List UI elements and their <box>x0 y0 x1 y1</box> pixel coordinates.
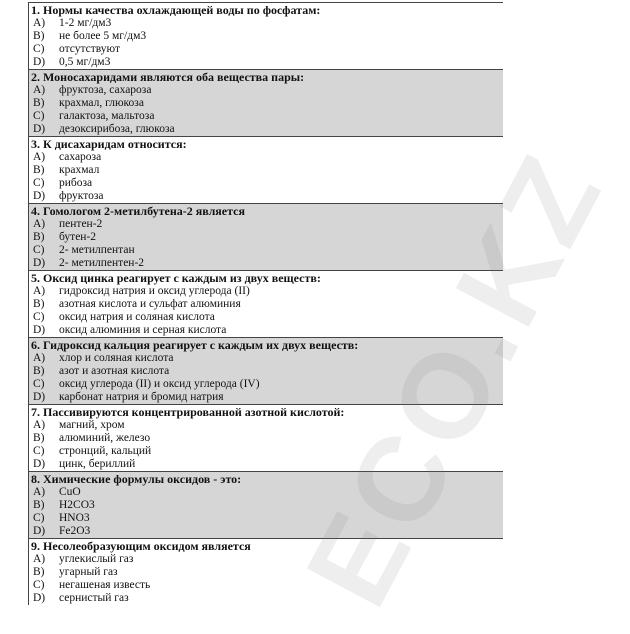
option-letter: B) <box>33 365 45 377</box>
option-letter: C) <box>33 43 45 55</box>
option-text: рибоза <box>59 177 93 189</box>
option-text: крахмал <box>59 164 100 176</box>
option-text: галактоза, мальтоза <box>59 110 155 122</box>
answer-option-c[interactable] <box>31 110 503 123</box>
option-text: азотная кислота и сульфат алюминия <box>59 298 241 310</box>
option-text: карбонат натрия и бромид натрия <box>59 391 224 403</box>
answer-option-a[interactable] <box>31 419 503 432</box>
answer-option-b[interactable] <box>31 432 503 445</box>
option-text: магний, хром <box>59 419 125 431</box>
option-text: 2- метилпентен-2 <box>59 257 145 269</box>
answer-option-b[interactable] <box>31 566 503 579</box>
answer-option-d[interactable] <box>31 458 503 471</box>
option-letter: A) <box>33 352 46 364</box>
answer-option-d[interactable] <box>31 56 503 69</box>
watermark-text: ECO.KZ <box>280 131 629 627</box>
answer-option-c[interactable] <box>31 445 503 458</box>
option-text: оксид натрия и соляная кислота <box>59 311 215 323</box>
option-text: оксид углерода (II) и оксид углерода (IV) <box>59 378 260 390</box>
option-letter: C) <box>33 445 45 457</box>
question-title: 3. К дисахаридам относится: <box>31 137 187 151</box>
question-3 <box>29 137 503 204</box>
option-letter: C) <box>33 110 45 122</box>
test-sheet <box>28 2 503 605</box>
option-text: CuO <box>59 486 81 498</box>
option-text: оксид алюминия и серная кислота <box>59 324 227 336</box>
option-text: 0,5 мг/дм3 <box>59 56 111 68</box>
option-text: фруктоза, сахароза <box>59 84 152 96</box>
answer-option-b[interactable] <box>31 499 503 512</box>
option-letter: A) <box>33 419 46 431</box>
option-letter: C) <box>33 177 45 189</box>
option-letter: A) <box>33 17 46 29</box>
answer-option-a[interactable] <box>31 553 503 566</box>
answer-option-c[interactable] <box>31 311 503 324</box>
question-title: 2. Моносахаридами являются оба вещества пары: <box>31 70 305 84</box>
option-letter: B) <box>33 97 45 109</box>
option-text: азот и азотная кислота <box>59 365 170 377</box>
option-text: углекислый газ <box>59 553 134 565</box>
answer-option-c[interactable] <box>31 244 503 257</box>
option-text: H2CO3 <box>59 499 95 511</box>
option-text: негашеная известь <box>59 579 151 591</box>
option-text: Fe2O3 <box>59 525 91 537</box>
answer-option-d[interactable] <box>31 391 503 404</box>
option-text: хлор и соляная кислота <box>59 352 174 364</box>
option-letter: A) <box>33 553 46 565</box>
option-letter: A) <box>33 218 46 230</box>
question-title: 9. Несолеобразующим оксидом является <box>31 539 251 553</box>
answer-option-a[interactable] <box>31 352 503 365</box>
option-letter: B) <box>33 231 45 243</box>
answer-option-b[interactable] <box>31 164 503 177</box>
answer-option-d[interactable] <box>31 190 503 203</box>
option-text: угарный газ <box>59 566 118 578</box>
answer-option-a[interactable] <box>31 17 503 30</box>
option-letter: D) <box>33 324 46 336</box>
question-2 <box>29 70 503 137</box>
answer-option-b[interactable] <box>31 231 503 244</box>
answer-option-a[interactable] <box>31 486 503 499</box>
answer-option-c[interactable] <box>31 43 503 56</box>
option-letter: B) <box>33 164 45 176</box>
option-text: 1-2 мг/дм3 <box>59 17 112 29</box>
answer-option-d[interactable] <box>31 123 503 136</box>
question-title: 4. Гомологом 2-метилбутена-2 является <box>31 204 245 218</box>
option-letter: C) <box>33 378 45 390</box>
question-6 <box>29 338 503 405</box>
option-letter: A) <box>33 285 46 297</box>
answer-option-b[interactable] <box>31 30 503 43</box>
answer-option-c[interactable] <box>31 579 503 592</box>
answer-option-c[interactable] <box>31 378 503 391</box>
option-text: отсутствуют <box>59 43 121 55</box>
option-letter: C) <box>33 512 45 524</box>
option-letter: A) <box>33 151 46 163</box>
answer-option-a[interactable] <box>31 218 503 231</box>
option-letter: D) <box>33 257 46 269</box>
question-7 <box>29 405 503 472</box>
option-text: HNO3 <box>59 512 90 524</box>
option-letter: D) <box>33 525 46 537</box>
option-text: цинк, бериллий <box>59 458 136 470</box>
question-title: 7. Пассивируются концентрированной азотной кислотой: <box>31 405 345 419</box>
question-1 <box>29 3 503 70</box>
option-text: бутен-2 <box>59 231 97 243</box>
option-letter: A) <box>33 84 46 96</box>
option-text: сернистый газ <box>59 592 129 604</box>
option-letter: A) <box>33 486 46 498</box>
option-text: гидроксид натрия и оксид углерода (II) <box>59 285 250 297</box>
option-letter: D) <box>33 123 46 135</box>
answer-option-c[interactable] <box>31 177 503 190</box>
option-letter: D) <box>33 56 46 68</box>
answer-option-d[interactable] <box>31 257 503 270</box>
answer-option-d[interactable] <box>31 525 503 538</box>
option-letter: B) <box>33 566 45 578</box>
option-text: фруктоза <box>59 190 104 202</box>
option-text: 2- метилпентан <box>59 244 135 256</box>
answer-option-a[interactable] <box>31 151 503 164</box>
question-4 <box>29 204 503 271</box>
option-letter: B) <box>33 298 45 310</box>
option-letter: D) <box>33 592 46 604</box>
option-letter: B) <box>33 499 45 511</box>
option-letter: D) <box>33 190 46 202</box>
option-text: не более 5 мг/дм3 <box>59 30 147 42</box>
question-5 <box>29 271 503 338</box>
answer-option-a[interactable] <box>31 84 503 97</box>
option-letter: D) <box>33 458 46 470</box>
option-letter: C) <box>33 579 45 591</box>
option-letter: B) <box>33 432 45 444</box>
option-text: алюминий, железо <box>59 432 151 444</box>
option-letter: C) <box>33 244 45 256</box>
answer-option-b[interactable] <box>31 298 503 311</box>
question-title: 5. Оксид цинка реагирует с каждым из двух веществ: <box>31 271 321 285</box>
answer-option-d[interactable] <box>31 592 503 605</box>
option-text: стронций, кальций <box>59 445 152 457</box>
option-letter: C) <box>33 311 45 323</box>
question-title: 6. Гидроксид кальция реагирует с каждым их двух веществ: <box>31 338 359 352</box>
question-8 <box>29 472 503 539</box>
option-letter: B) <box>33 30 45 42</box>
option-text: дезоксирибоза, глюкоза <box>59 123 175 135</box>
answer-option-b[interactable] <box>31 97 503 110</box>
question-9 <box>29 539 503 605</box>
answer-option-d[interactable] <box>31 324 503 337</box>
answer-option-c[interactable] <box>31 512 503 525</box>
answer-option-a[interactable] <box>31 285 503 298</box>
question-title: 8. Химические формулы оксидов - это: <box>31 472 242 486</box>
answer-option-b[interactable] <box>31 365 503 378</box>
option-text: крахмал, глюкоза <box>59 97 144 109</box>
option-letter: D) <box>33 391 46 403</box>
question-title: 1. Нормы качества охлаждающей воды по фосфатам: <box>31 3 321 17</box>
option-text: сахароза <box>59 151 102 163</box>
option-text: пентен-2 <box>59 218 103 230</box>
